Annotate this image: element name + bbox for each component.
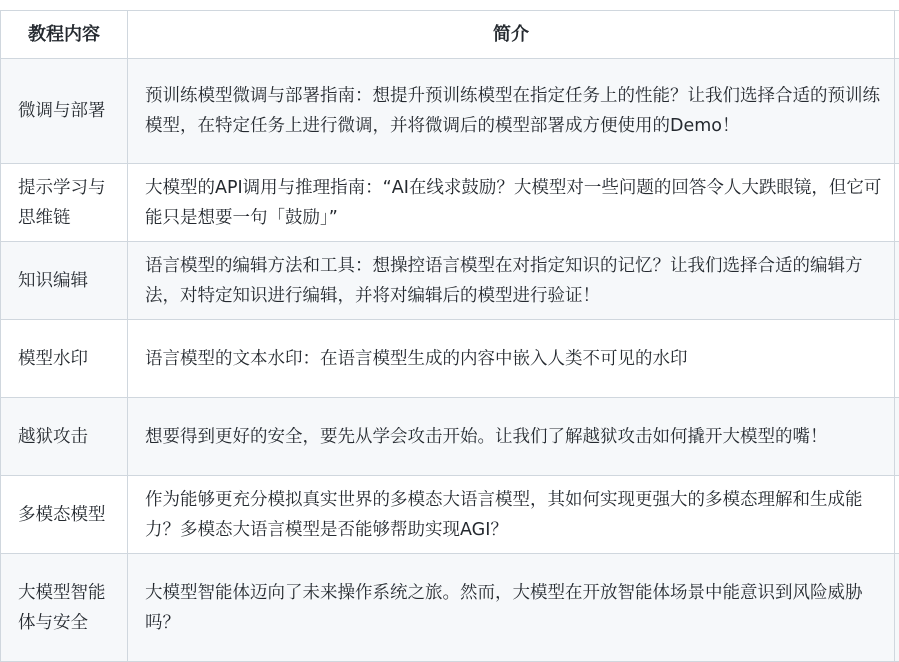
row-topic: 大模型智能体与安全	[1, 554, 128, 662]
row-extra	[895, 554, 899, 662]
table-row	[1, 320, 899, 398]
row-extra	[895, 398, 899, 476]
table-header-row	[1, 11, 899, 59]
row-summary: 预训练模型微调与部署指南：想提升预训练模型在指定任务上的性能？让我们选择合适的预训练模型，在特定任务上进行微调，并将微调后的模型部署成方便使用的Demo！	[128, 59, 895, 164]
row-summary: 大模型的API调用与推理指南：“AI在线求鼓励？大模型对一些问题的回答令人大跌眼镜，但它可能只是想要一句「鼓励」”	[128, 164, 895, 242]
row-topic: 越狱攻击	[1, 398, 128, 476]
row-summary: 大模型智能体迈向了未来操作系统之旅。然而，大模型在开放智能体场景中能意识到风险威胁吗？	[128, 554, 895, 662]
row-summary: 语言模型的编辑方法和工具：想操控语言模型在对指定知识的记忆？让我们选择合适的编辑方法，对特定知识进行编辑，并将对编辑后的模型进行验证！	[128, 242, 895, 320]
row-extra	[895, 59, 899, 164]
table-row	[1, 242, 899, 320]
row-extra	[895, 320, 899, 398]
table-row	[1, 59, 899, 164]
row-extra	[895, 476, 899, 554]
table-row	[1, 398, 899, 476]
row-extra	[895, 242, 899, 320]
table-row	[1, 164, 899, 242]
row-topic: 微调与部署	[1, 59, 128, 164]
row-extra	[895, 164, 899, 242]
header-extra	[895, 11, 899, 59]
row-topic: 模型水印	[1, 320, 128, 398]
header-topic: 教程内容	[1, 11, 128, 59]
header-summary: 简介	[128, 11, 895, 59]
table-row	[1, 554, 899, 662]
row-topic: 多模态模型	[1, 476, 128, 554]
row-summary: 语言模型的文本水印：在语言模型生成的内容中嵌入人类不可见的水印	[128, 320, 895, 398]
row-topic: 知识编辑	[1, 242, 128, 320]
row-summary: 作为能够更充分模拟真实世界的多模态大语言模型，其如何实现更强大的多模态理解和生成能力？多模态大语言模型是否能够帮助实现AGI？	[128, 476, 895, 554]
tutorial-table	[0, 10, 899, 662]
table-row	[1, 476, 899, 554]
tutorial-table-container	[0, 10, 899, 662]
row-topic: 提示学习与思维链	[1, 164, 128, 242]
row-summary: 想要得到更好的安全，要先从学会攻击开始。让我们了解越狱攻击如何撬开大模型的嘴！	[128, 398, 895, 476]
